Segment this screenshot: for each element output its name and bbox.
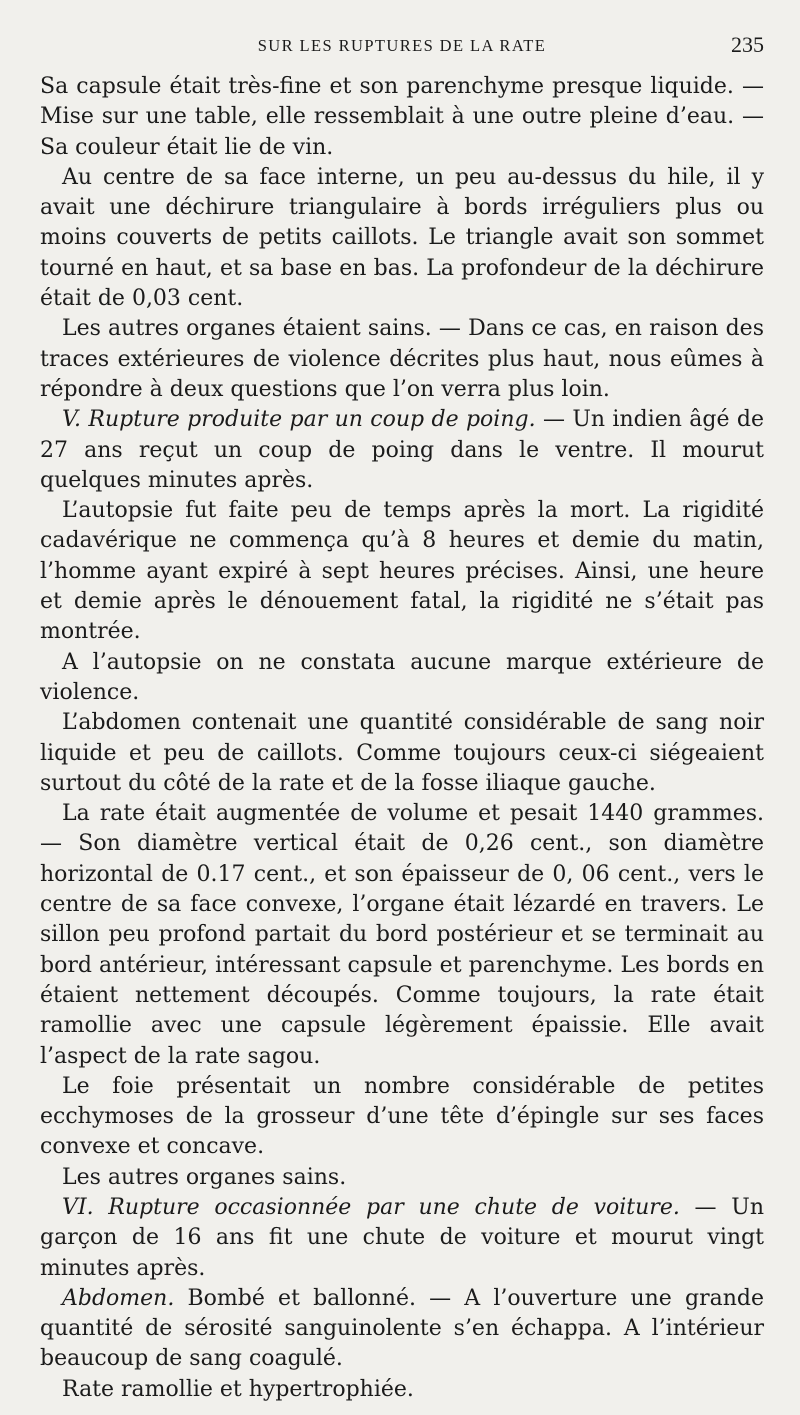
running-title: SUR LES RUPTURES DE LA RATE: [257, 36, 547, 55]
case-heading-paragraph: [40, 405, 764, 496]
paragraph: [40, 496, 764, 647]
paragraph: [40, 1163, 764, 1193]
paragraph: [40, 648, 764, 709]
page-number: 235: [731, 32, 764, 57]
paragraph: [40, 1072, 764, 1163]
paragraph-text: — Un indien âgé de 27 ans reçut un coup de poing dans le ventre. Il mourut quelques minutes après.: [40, 407, 764, 493]
paragraph: [40, 163, 764, 314]
paragraph-text: Sa capsule était très-fine et son parenchyme presque liquide. — Mise sur une table, elle ressemblait à une outre pleine d’eau. — Sa couleur était lie de vin.: [40, 74, 764, 160]
section-label: Abdomen.: [62, 1285, 175, 1311]
paragraph: [40, 314, 764, 405]
paragraph-text: — Un garçon de 16 ans fit une chute de voiture et mourut vingt minutes après.: [40, 1194, 764, 1281]
paragraph-text: La rate était augmentée de volume et pesait 1440 grammes. — Son diamètre vertical était de 0,26 cent., son diamètre horizontal de 0.17 cent., et son épaisseur de 0, 06 cent., vers le centre de sa face convexe, l’organe était lézardé en travers. Le sillon peu profond partait du bord postérieur et se terminait au bord antérieur, intéressant capsule et parenchyme. Les bords en étaient nettement découpés. Comme toujours, la rate était ramollie avec une capsule légèrement épaissie. Elle avait l’aspect de la rate sagou.: [40, 801, 764, 1069]
paragraph: [40, 799, 764, 1072]
paragraph: [40, 708, 764, 799]
paragraph-text: Rate ramollie et hypertrophiée.: [62, 1376, 414, 1402]
paragraph-text: Les autres organes sains.: [62, 1164, 347, 1190]
paragraph-text: Le foie présentait un nombre considérable de petites ecchymoses de la grosseur d’une tête d’épingle sur ses faces convexe et concave.: [40, 1073, 764, 1160]
case-heading-paragraph: [40, 1193, 764, 1284]
paragraph: [40, 72, 764, 163]
paragraph-text: Les autres organes étaient sains. — Dans ce cas, en raison des traces extérieures de violence décrites plus haut, nous eûmes à répondre à deux questions que l’on verra plus loin.: [40, 316, 764, 402]
case-title: V. Rupture produite par un coup de poing.: [62, 407, 536, 433]
paragraph-text: Au centre de sa face interne, un peu au-dessus du hile, il y avait une déchirure triangulaire à bords irréguliers plus ou moins couverts de petits caillots. Le triangle avait son sommet tourné en haut, et sa base en bas. La profondeur de la déchirure était de 0,03 cent.: [40, 164, 764, 312]
paragraph-text: L’abdomen contenait une quantité considérable de sang noir liquide et peu de caillots. Comme toujours ceux-ci siégeaient surtout du côté de la rate et de la fosse iliaque gauche.: [40, 710, 764, 796]
case-title: VI. Rupture occasionnée par une chute de voiture.: [62, 1194, 680, 1220]
paragraph-text: Bombé et ballonné. — A l’ouverture une grande quantité de sérosité sanguinolente s’en échappa. A l’intérieur beaucoup de sang coagulé.: [40, 1285, 764, 1372]
body-text: [40, 72, 764, 1405]
paragraph: [40, 1284, 764, 1375]
paragraph-text: A l’autopsie on ne constata aucune marque extérieure de violence.: [40, 649, 764, 705]
paragraph-text: L’autopsie fut faite peu de temps après la mort. La rigidité cadavérique ne commença qu’à 8 heures et demie du matin, l’homme ayant expiré à sept heures précises. Ainsi, une heure et demie après le dénouement fatal, la rigidité ne s’était pas montrée.: [40, 498, 764, 645]
running-head: [40, 32, 764, 60]
paragraph: [40, 1375, 764, 1405]
